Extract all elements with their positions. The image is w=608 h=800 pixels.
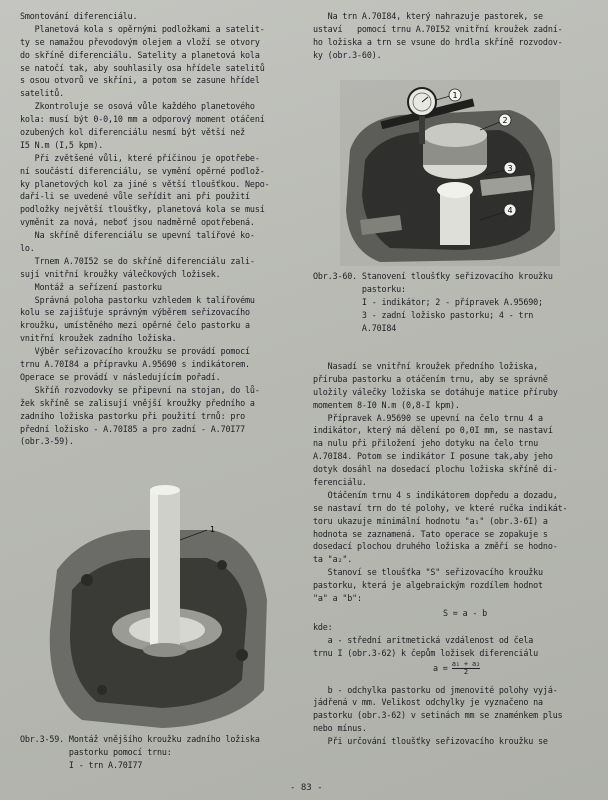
right-text-top bbox=[313, 10, 603, 62]
fig59-callout-1: 1 bbox=[210, 525, 216, 534]
text-line: se natočí tak, aby souhlasily osa hřídele satelitů bbox=[20, 62, 265, 73]
text-line: Operace se provádí v následujícím pořadí. bbox=[20, 371, 221, 382]
text-line: ty se namažou převodovým olejem a vloží se otvory bbox=[20, 36, 260, 47]
text-line: "a" a "b": bbox=[313, 593, 362, 604]
text-line: (obr.3-59). bbox=[20, 436, 74, 447]
right-text-main bbox=[313, 360, 603, 748]
text-line: A.70I84. Potom se indikátor I posune tak,aby jeho bbox=[313, 451, 553, 462]
text-line: ky (obr.3-60). bbox=[313, 49, 382, 60]
text-line: dosedací plochou druhého ložiska a změří se hodno- bbox=[313, 541, 558, 552]
text-line: Stanoví se tloušťka "S" seřizovacího kroužku bbox=[313, 567, 543, 578]
text-line: kolu se zajišťuje správným výběrem seřizovacího bbox=[20, 307, 250, 318]
text-line: b - odchylka pastorku od jmenovité polohy vyjá- bbox=[313, 684, 558, 695]
text-line: do skříně diferenciálu. Satelity a planetová kola bbox=[20, 49, 260, 60]
text-line: Trnem A.70I52 se do skříně diferenciálu zali- bbox=[20, 255, 255, 266]
text-line: Na trn A.70I84, který nahrazuje pastorek, se bbox=[313, 11, 543, 21]
formula-a bbox=[313, 660, 603, 676]
text-line: Obr.3-59. Montáž vnějšího kroužku zadního ložiska bbox=[20, 734, 260, 744]
text-line: nebo mínus. bbox=[313, 723, 367, 734]
formula-a-fraction bbox=[452, 661, 480, 676]
text-line: ky planetových kol za jiné s větší tloušťkou. Nepo- bbox=[20, 178, 270, 189]
text-line: Přípravek A.95690 se upevní na čelo trnu 4 a bbox=[313, 412, 543, 423]
text-line: toru ukazuje minimální hodnotu "a₁" (obr.3-6I) a bbox=[313, 515, 548, 526]
text-line: kroužku, umístěného mezi opěrné čelo pastorku a bbox=[20, 320, 250, 331]
fraction-denominator: 2 bbox=[463, 667, 468, 676]
formula-a-lhs: a = bbox=[433, 662, 448, 673]
text-line: trnu A.70I84 a přípravku A.95690 s indikátorem. bbox=[20, 359, 250, 370]
text-line: Na skříně diferenciálu se upevní talířové ko- bbox=[20, 230, 255, 241]
text-line: se nastaví trn do té polohy, ve které ručka indikát- bbox=[313, 502, 568, 513]
text-line: uložily válečky ložiska se dotáhuje matice příruby bbox=[313, 386, 558, 397]
text-line: kde: bbox=[313, 621, 333, 632]
fig60-callout-4: 4 bbox=[507, 206, 513, 215]
text-line: Obr.3-60. Stanovení tloušťky seřizovacího kroužku bbox=[313, 271, 553, 281]
fraction-numerator: a₁ + a₂ bbox=[451, 659, 481, 668]
text-line: zadního ložiska pastorku při použití trnů: pro bbox=[20, 410, 246, 421]
text-line: Zkontroluje se osová vůle každého planetového bbox=[20, 101, 255, 112]
text-line: ferenciálu. bbox=[313, 477, 367, 488]
fig60-callout-2: 2 bbox=[502, 116, 508, 125]
text-line: vnitřní kroužek zadního ložiska. bbox=[20, 333, 177, 344]
text-line: satelitů. bbox=[20, 88, 65, 99]
text-line: s osou otvorů ve skříni, a potom se zasune hřídel bbox=[20, 75, 260, 86]
text-line: I - trn A.70I77 bbox=[20, 759, 143, 770]
formula-s: S = a - b bbox=[443, 607, 488, 618]
figure-3-59-caption bbox=[20, 733, 310, 772]
text-line: vyměnit za nová, neboť jsou nadměrně opotřebená. bbox=[20, 217, 255, 228]
text-line: ozubených kol diferenciálu nesmí být větší než bbox=[20, 127, 246, 138]
text-line: pastorku, která je algebraickým rozdílem hodnot bbox=[313, 580, 543, 591]
text-line: hodnota se zaznamená. Tato operace se zopakuje s bbox=[313, 528, 548, 539]
fig60-callout-3: 3 bbox=[507, 164, 513, 173]
text-line: pastorku: bbox=[313, 283, 406, 294]
text-line: daří-li se uvedené vůle seřídit ani při použití bbox=[20, 191, 250, 202]
text-line: ta "a₂". bbox=[313, 554, 353, 565]
page-number: - 83 - bbox=[290, 783, 323, 793]
text-line: Montáž a seřízení pastorku bbox=[20, 281, 162, 292]
text-line: trnu I (obr.3-62) k čepům ložisek diferenciálu bbox=[313, 647, 539, 658]
text-line: indikátor, který má dělení po 0,0I mm, se nastaví bbox=[313, 425, 553, 436]
text-line: Nasadí se vnitřní kroužek předního ložiska, bbox=[313, 361, 539, 371]
figure-3-59-illustration bbox=[42, 480, 278, 732]
text-line: kola: musí být 0-0,10 mm a odporový moment otáčení bbox=[20, 114, 265, 125]
text-line: A.70I84 bbox=[313, 322, 397, 333]
text-line: ho ložiska a trn se vsune do hrdla skříně rozvodov- bbox=[313, 36, 563, 47]
text-line: Správná poloha pastorku vzhledem k talířovému bbox=[20, 294, 255, 305]
text-line: jádřená v mm. Velikost odchylky je vyznačeno na bbox=[313, 697, 543, 708]
text-line: dotyk dosáhl na dosedací plochu ložiska skříně di- bbox=[313, 464, 558, 475]
text-line: Otáčením trnu 4 s indikátorem dopředu a dozadu, bbox=[313, 489, 558, 500]
text-line: lo. bbox=[20, 243, 35, 254]
text-line: žek skříně se zalisují vnější kroužky předního a bbox=[20, 397, 255, 408]
text-line: na nulu při přiložení jeho dotyku na čelo trnu bbox=[313, 438, 539, 449]
text-line: Při zvětšené vůli, které příčinou je opotřebe- bbox=[20, 152, 260, 163]
text-line: Skříň rozvodovky se připevní na stojan, do lů- bbox=[20, 384, 260, 395]
text-line: a - střední aritmetická vzdálenost od čela bbox=[313, 634, 534, 645]
text-line: přední ložisko - A.70I85 a pro zadní - A.70I77 bbox=[20, 423, 246, 434]
text-line: I5 N.m (I,5 kpm). bbox=[20, 139, 104, 150]
text-line: I - indikátor; 2 - přípravek A.95690; bbox=[313, 296, 543, 307]
text-line: Planetová kola s opěrnými podložkami a satelit- bbox=[20, 23, 265, 34]
text-line: příruba pastorku a otáčením trnu, aby se správně bbox=[313, 373, 548, 384]
spacer bbox=[313, 676, 603, 684]
text-line: podložky největší tloušťky, planetová kola se musí bbox=[20, 204, 265, 215]
text-line: pastorku (obr.3-62) v setinách mm se znaménkem plus bbox=[313, 710, 563, 721]
figure-3-60-caption bbox=[313, 270, 603, 334]
text-line: 3 - zadní ložisko pastorku; 4 - trn bbox=[313, 309, 534, 320]
text-line: Smontování diferenciálu. bbox=[20, 11, 138, 21]
text-line: Při určování tloušťky seřizovacího kroužku se bbox=[313, 736, 548, 747]
text-line: pastorku pomocí trnu: bbox=[20, 746, 172, 757]
fig60-callout-1: 1 bbox=[452, 91, 458, 100]
figure-3-60-illustration bbox=[340, 80, 560, 266]
text-line: ustaví pomocí trnu A.70I52 vnitřní kroužek zadní- bbox=[313, 23, 563, 34]
text-line: Výběr seřizovacího kroužku se provádí pomocí bbox=[20, 346, 250, 357]
left-text-column bbox=[20, 10, 300, 448]
text-line: ní součástí diferenciálu, se vymění opěrné podlož- bbox=[20, 165, 265, 176]
text-line: sují vnitřní kroužky válečkových ložisek. bbox=[20, 268, 221, 279]
text-line: momentem 8-I0 N.m (0,8-I kpm). bbox=[313, 399, 460, 410]
